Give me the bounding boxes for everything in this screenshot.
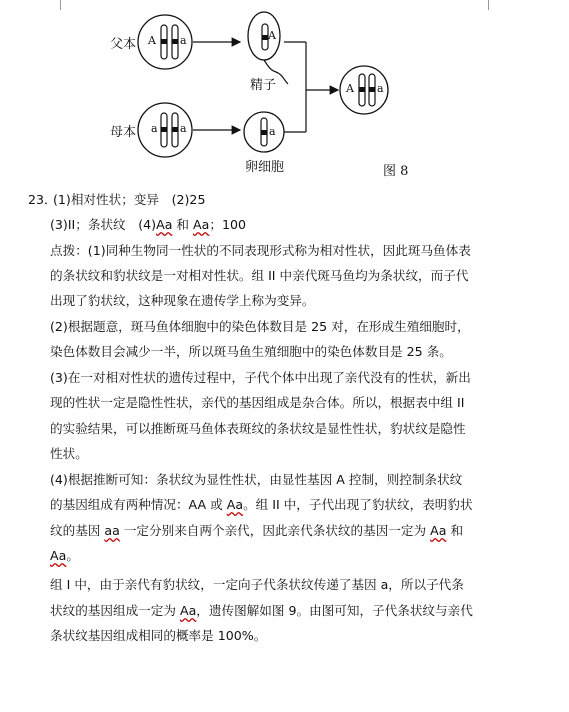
analysis-line — [50, 600, 473, 619]
analysis-line: 的条状纹和豹状纹是一对相对性状。组 II 中亲代斑马鱼均为条状纹，而子代 — [50, 268, 469, 283]
text-segment: 状纹的基因组成一定为 — [50, 603, 180, 618]
genotype-aa: aa — [104, 523, 120, 538]
father-allele-a: a — [180, 34, 187, 47]
analysis-line: 现的性状一定是隐性性状，亲代的基因组成是杂合体。所以，根据表中组 II — [50, 395, 465, 410]
text-segment: 一定分别来自两个亲代，因此亲代条状纹的基因一定为 — [119, 523, 431, 538]
sperm-allele-A: A — [268, 29, 276, 42]
mother-allele-a-left: a — [151, 122, 158, 135]
text-segment: 的基因组成有两种情况：AA 或 — [50, 497, 227, 512]
father-label: 父本 — [110, 37, 137, 52]
genetics-diagram — [0, 0, 569, 190]
analysis-line: 组 I 中，由于亲代有豹状纹，一定向子代条状纹传递了基因 a，所以子代条 — [50, 577, 464, 592]
analysis-line — [50, 520, 463, 539]
figure-caption: 图 8 — [383, 164, 409, 179]
text-segment: ，遗传图解如图 9。由图可知，子代条状纹与亲代 — [196, 603, 473, 618]
sperm-label: 精子 — [250, 78, 277, 93]
answer-number: 23． — [28, 192, 57, 207]
answer-line-2-suffix: ；100 — [209, 217, 247, 232]
analysis-line: 出现了豹状纹，这种现象在遗传学上称为变异。 — [50, 293, 315, 308]
text-segment: 和 — [446, 523, 464, 538]
egg-allele-a: a — [269, 125, 276, 138]
genotype-Aa: Aa — [156, 217, 173, 232]
analysis-line: 条状纹基因组成相同的概率是 100%。 — [50, 628, 267, 643]
answer-line-2 — [50, 214, 246, 233]
analysis-line: (2)根据题意，斑马鱼体细胞中的染色体数目是 25 对，在形成生殖细胞时， — [50, 319, 470, 334]
answer-line-2-prefix: (3)II；条状纹 (4) — [50, 217, 157, 232]
analysis-line: 的实验结果，可以推断斑马鱼体表斑纹的条状纹是显性性状，豹状纹是隐性 — [50, 421, 466, 436]
analysis-line: 性状。 — [50, 446, 88, 461]
analysis-line — [50, 494, 473, 513]
genotype-Aa: Aa — [430, 523, 447, 538]
mother-label: 母本 — [110, 125, 137, 140]
offspring-allele-a: a — [377, 82, 384, 95]
analysis-line: 点拨：(1)同种生物同一性状的不同表现形式称为相对性状，因此斑马鱼体表 — [50, 243, 471, 258]
father-allele-A: A — [148, 34, 156, 47]
analysis-line: (3)在一对相对性状的遗传过程中，子代个体中出现了亲代没有的性状，新出 — [50, 370, 471, 385]
analysis-line: (4)根据推断可知：条状纹为显性性状，由显性基因 A 控制，则控制条状纹 — [50, 472, 463, 487]
analysis-line — [50, 545, 79, 564]
analysis-line: 染色体数目会减少一半，所以斑马鱼生殖细胞中的染色体数目是 25 条。 — [50, 344, 452, 359]
genotype-Aa: Aa — [50, 548, 67, 563]
text-segment: 。组 II 中，子代出现了豹状纹，表明豹状 — [243, 497, 473, 512]
genotype-Aa: Aa — [226, 497, 244, 512]
offspring-allele-A: A — [346, 82, 354, 95]
genotype-Aa: Aa — [193, 217, 210, 232]
answer-line-2-and: 和 — [172, 217, 194, 232]
text-segment: 。 — [66, 548, 79, 563]
mother-allele-a-right: a — [180, 122, 187, 135]
text-segment: 纹的基因 — [50, 523, 105, 538]
genotype-Aa: Aa — [179, 603, 197, 618]
egg-label: 卵细胞 — [245, 160, 285, 175]
answer-line-1: (1)相对性状；变异 (2)25 — [53, 192, 206, 207]
